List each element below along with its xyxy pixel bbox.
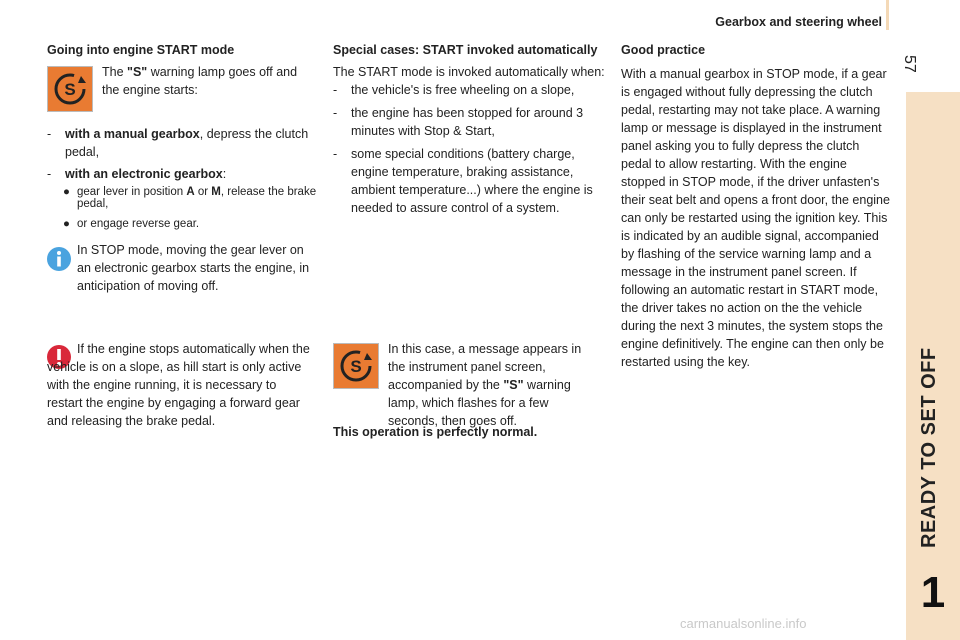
special-case-item: - the vehicle's is free wheeling on a slope, xyxy=(333,83,575,97)
section-title: Gearbox and steering wheel xyxy=(715,15,882,29)
special-cases-intro: The START mode is invoked automatically when: xyxy=(333,65,605,79)
column-good-practice xyxy=(621,43,893,371)
normal-operation-note: This operation is perfectly normal. xyxy=(333,425,538,439)
svg-text:S: S xyxy=(350,357,362,376)
chapter-label: READY TO SET OFF xyxy=(918,347,940,548)
good-practice-text: With a manual gearbox in STOP mode, if a gear is engaged without fully depressing the clutch pedal, restarting may not take place. A warning lamp or message is displayed in the instrument panel asking you to fully depress the clutch pedal to allow restarting. With the engine stopped in STOP mode, if the driver unfasten's their seat belt and opens a front door, the engine can only be restarted using the ignition key. This is indicated by an audible signal, accompanied by flashing of the service warning lamp and a message in the instrument panel screen. If following an automatic restart in START mode, the driver takes no action on the the vehicle during the next 3 minutes, the system stops the engine definitively. The engine can then only be restarted using the key. xyxy=(621,67,890,369)
info-icon xyxy=(46,246,72,272)
special-case-item: - the engine has been stopped for around 3 minutes with Stop & Start, xyxy=(333,106,584,138)
column-special-cases xyxy=(333,43,605,217)
bullet-gear-lever: ● gear lever in position A or M, release the brake pedal, xyxy=(63,186,317,210)
heading-start-mode: Going into engine START mode xyxy=(47,43,235,57)
svg-text:S: S xyxy=(64,80,76,99)
header-rule xyxy=(886,0,889,30)
heading-good-practice: Good practice xyxy=(621,43,706,57)
start-warning-lamp-icon xyxy=(47,66,93,112)
flashing-lamp-text: In this case, a message appears in the instrument panel screen, accompanied by the "S" warning lamp, which flashes for a few seconds, then goes off. xyxy=(388,342,582,428)
electronic-gearbox-item: - with an electronic gearbox: xyxy=(47,167,227,181)
manual-gearbox-item: - with a manual gearbox, depress the clutch pedal, xyxy=(47,127,309,159)
chapter-number: 1 xyxy=(920,568,946,617)
start-lamp-text: The "S" warning lamp goes off and the engine starts: xyxy=(102,65,298,97)
warning-text: If the engine stops automatically when the vehicle is on a slope, as hill start is only active with the engine running, it is necessary to restart the engine by engaging a forward gear and releasing the brake pedal. xyxy=(47,342,310,428)
heading-special-cases: Special cases: START invoked automatically xyxy=(333,43,598,57)
watermark: carmanualsonline.info xyxy=(680,616,807,631)
page-number: 57 xyxy=(901,55,918,73)
start-warning-lamp-icon xyxy=(333,343,379,389)
special-case-item: - some special conditions (battery charge, engine temperature, braking assistance, ambient temperature...) where the engine is needed to assure control of a system. xyxy=(333,147,593,215)
info-text: In STOP mode, moving the gear lever on an electronic gearbox starts the engine, in anticipation of moving off. xyxy=(77,243,310,293)
bullet-reverse-gear: ● or engage reverse gear. xyxy=(63,218,200,230)
